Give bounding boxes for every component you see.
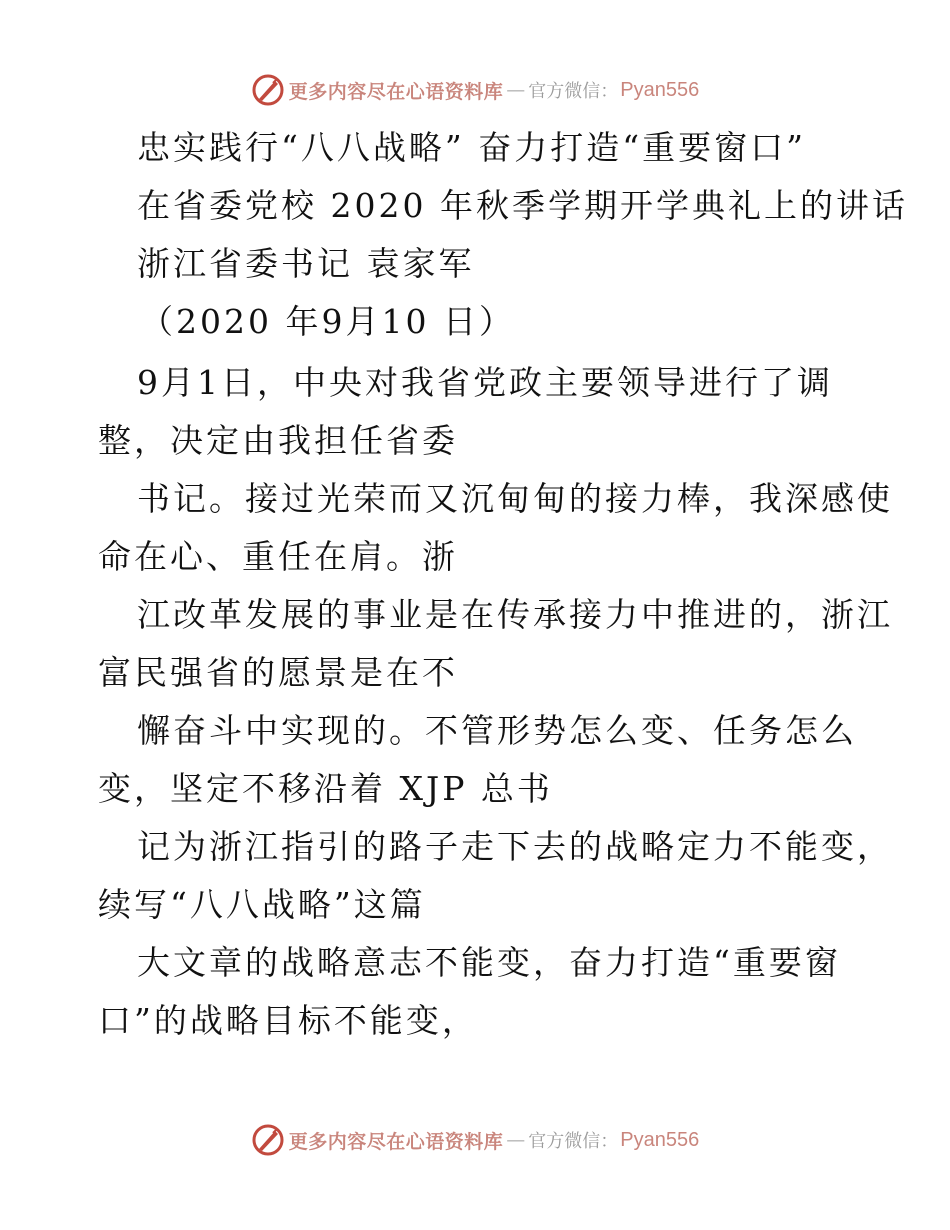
- watermark-dash: —: [506, 79, 526, 101]
- watermark-site-text: 更多内容尽在心语资料库: [288, 1130, 504, 1153]
- watermark-label: 官方微信：: [528, 1131, 619, 1152]
- document-speaker: 浙江省委书记 袁家军: [137, 244, 475, 283]
- document-date: （2020 年9月10 日）: [140, 302, 515, 341]
- body-line: 懈奋斗中实现的。不管形势怎么变、任务怎么: [137, 711, 857, 750]
- watermark-site-text: 更多内容尽在心语资料库: [288, 80, 504, 103]
- body-line: 续写“八八战略”这篇: [98, 885, 426, 924]
- document-title: 忠实践行“八八战略” 奋力打造“重要窗口”: [137, 128, 806, 167]
- body-line: 书记。接过光荣而又沉甸甸的接力棒，我深感使: [137, 479, 893, 518]
- watermark-wechat-id: Pyan556: [620, 78, 700, 101]
- red-quill-logo-icon: [251, 1123, 285, 1157]
- header-watermark: [0, 70, 950, 110]
- watermark-dash: —: [506, 1129, 526, 1151]
- body-line: 大文章的战略意志不能变，奋力打造“重要窗: [137, 943, 841, 982]
- watermark-label: 官方微信：: [528, 81, 619, 102]
- body-line: 命在心、重任在肩。浙: [98, 537, 458, 576]
- footer-watermark: [0, 1120, 950, 1160]
- watermark-wechat-id: Pyan556: [620, 1128, 700, 1151]
- body-line: 变，坚定不移沿着 XJP 总书: [98, 769, 553, 808]
- body-line: 富民强省的愿景是在不: [98, 653, 458, 692]
- body-line: 江改革发展的事业是在传承接力中推进的，浙江: [137, 595, 893, 634]
- document-subtitle: 在省委党校 2020 年秋季学期开学典礼上的讲话: [137, 186, 908, 225]
- body-line: 口”的战略目标不能变，: [98, 1001, 478, 1040]
- body-line: 记为浙江指引的路子走下去的战略定力不能变，: [137, 827, 893, 866]
- body-line: 9月1日，中央对我省党政主要领导进行了调: [137, 363, 833, 402]
- body-line: 整，决定由我担任省委: [98, 421, 458, 460]
- red-quill-logo-icon: [251, 73, 285, 107]
